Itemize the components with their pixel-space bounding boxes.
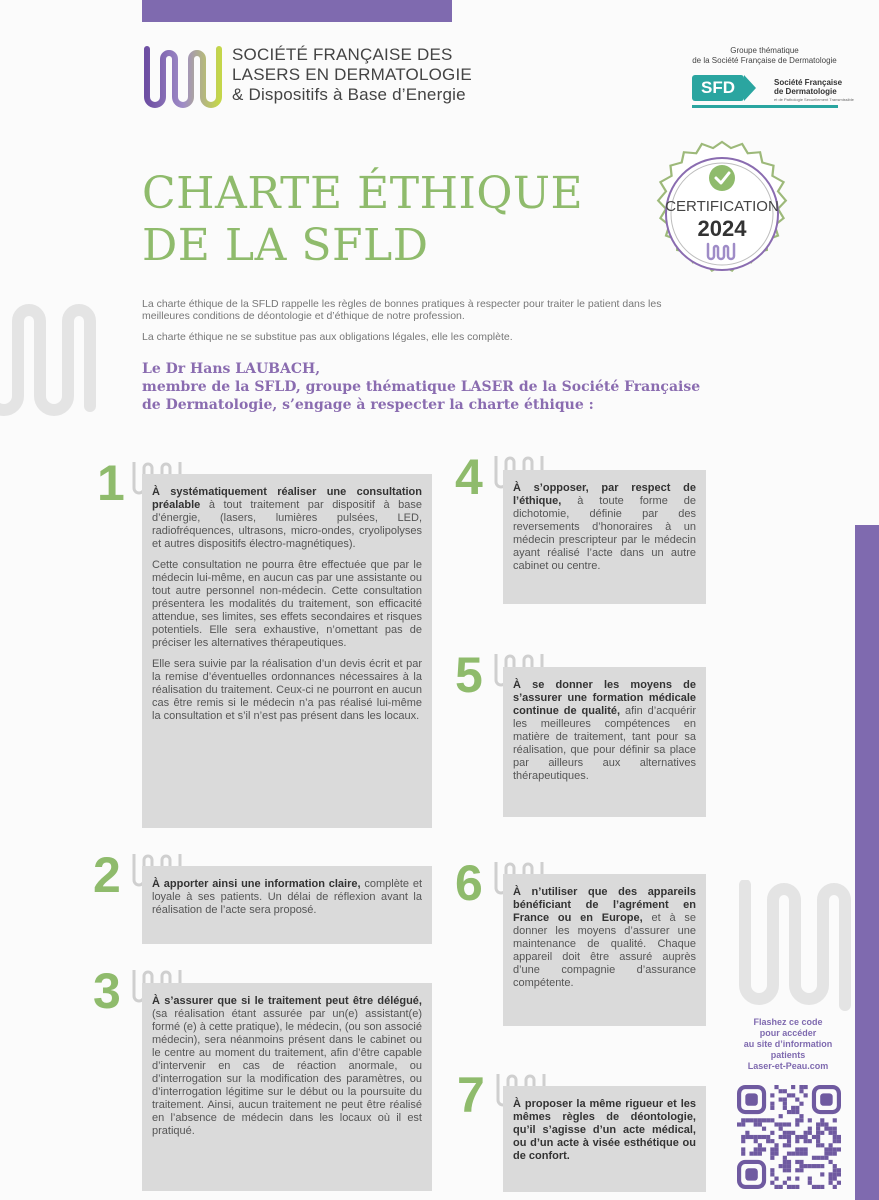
decorative-wave-left-icon [0,296,110,421]
sfd-caption-line1: Groupe thématique [730,46,799,55]
sfd-logo-underline [692,105,838,108]
rule-7-bold: À proposer la même rigueur et les mêmes règles de déontologie, qu’il s’agisse d’un acte médical, ou d’un acte à visée esthétique ou de confort. [513,1098,696,1162]
page-title-line2: DE LA SFLD [142,220,429,271]
rule-4-text: à toute forme de dichotomie, définie par des reversements d’honoraires à un médecin prescripteur par le médecin ayant réalisé l’acte dans un autre cabinet ou centre. [513,495,696,572]
rule-box-3 [142,983,432,1191]
decorative-wave-right-icon [735,880,853,1015]
intro-paragraph-1: La charte éthique de la SFLD rappelle les règles de bonnes pratiques à respecter pour traiter le patient dans les meilleures conditions de déontologie et d’éthique de notre profession. [142,298,662,322]
rule-number-5: 5 [455,647,483,703]
org-name-line3: & Dispositifs à Base d’Energie [232,85,466,104]
rule-2-bold: À apporter ainsi une information claire, [152,878,361,890]
org-name-line1: SOCIÉTÉ FRANÇAISE DES [232,45,453,64]
certification-label: CERTIFICATION [665,198,779,215]
rule-1-paragraph-2: Cette consultation ne pourra être effectuée que par le médecin lui-même, en aucun cas par une assistante ou tout autre personnel non-médecin. Cette consultation présentera les modalités du traitement, son efficacité attendue, ses limites, ses effets secondaires et risques potentiels. Elle sera exhaustive, n’omettant pas de préciser les alternatives thérapeutiques. [152,559,422,649]
rule-3-text: (sa réalisation étant assurée par un(e) assistant(e) formé (e) à cette pratique), le médecin, (ou son associé médecin), sera néanmoins présent dans le cabinet ou le centre au moment du traitement, afin d’être capable d’intervenir en cas de réaction anormale, ou d’interrogation sur la modification des paramètres, ou d’interrogation légitime sur le début ou la poursuite du traitement. Ainsi, aucun traitement ne peut être réalisé en l’absence de médecin dans les locaux où il est pratiqué. [152,1008,422,1137]
rule-number-6: 6 [455,855,483,911]
rule-number-2: 2 [93,847,121,903]
rule-1-paragraph-3: Elle sera suivie par la réalisation d’un devis écrit et par la remise d’éventuelles ordonnances nécessaires à la réalisation du traitement. Ceux-ci ne pourront en aucun cas être remis si le médecin n’a pas réalisé lui-même la consultation et s’il n’est pas présent dans les locaux. [152,658,422,722]
pledge-line1: Le Dr Hans LAUBACH, [142,361,321,377]
pledge-line2: membre de la SFLD, groupe thématique LASER de la Société Française [142,379,701,395]
certification-year: 2024 [697,216,747,241]
sfd-logo-sub: et de Pathologie Sexuellement Transmissible [774,97,854,102]
rule-5-bold: À se donner les moyens de s’assurer une formation médicale continue de qualité, [513,679,696,717]
sfd-label-line1: Société Française [774,78,843,87]
org-name-line2: LASERS EN DERMATOLOGIE [232,65,472,84]
rule-box-1 [142,474,432,828]
qr-caption [734,1017,842,1072]
rule-box-7 [503,1086,706,1192]
rule-3-bold: À s’assurer que si le traitement peut être délégué, [152,995,422,1007]
rule-2-text: complète et loyale à ses patients. Un délai de réflexion avant la réalisation de l’acte sera proposé. [152,878,423,916]
rule-4-bold: À s’opposer, par respect de l’éthique, [513,482,696,507]
sfd-label-line2: de Dermatologie [774,87,837,96]
intro-text [142,298,712,352]
rule-box-5 [503,667,706,817]
qr-caption-line2: pour accéder [759,1028,817,1038]
rule-number-4: 4 [455,449,483,505]
sfd-logo-arrow-icon [744,75,756,101]
rule-box-4 [503,470,706,604]
rule-number-3: 3 [93,963,121,1019]
pledge-line3: de Dermatologie, s’engage à respecter la charte éthique : [142,397,594,413]
sfd-caption-line2: de la Société Française de Dermatologie [692,56,837,65]
rule-6-text: et à se donner les moyens d’assurer une maintenance de qualité. Chaque appareil doit être assuré auprès d’une compagnie d’assurance compétente. [513,912,697,989]
top-accent-bar [142,0,452,22]
sfld-logo-icon [142,45,224,111]
organization-name [232,45,472,105]
rule-6-bold: À n’utiliser que des appareils bénéficiant de l’agrément en France ou en Europe, [513,886,696,924]
rule-1-text: à tout traitement par dispositif à base d’énergie, (lasers, lumières pulsées, LED, radiofréquences, ultrasons, micro-ondes, cryolipolyses et autres dispositifs électro-magnétiques). [152,499,422,550]
page-title-line1: CHARTE ÉTHIQUE [142,168,584,219]
pledge-statement [142,360,702,414]
rule-box-6 [503,874,706,1026]
rule-number-7: 7 [457,1067,485,1123]
intro-paragraph-2: La charte éthique ne se substitue pas aux obligations légales, elle les complète. [142,331,513,343]
qr-code-icon[interactable] [737,1085,841,1189]
rule-number-1: 1 [97,455,125,511]
sfd-logo-badge: SFD [692,75,744,101]
sfd-caption [672,46,857,66]
page-title [142,168,583,272]
qr-caption-line4: patients [770,1050,806,1060]
certification-seal [640,140,804,288]
rule-box-2 [142,866,432,944]
sfd-logo-label [774,78,842,96]
rule-5-text: afin d’acquérir les meilleures compétences en matière de traitement, tant pour sa réalisation, que pour définir sa place par ailleurs aux alternatives thérapeutiques. [513,705,696,782]
qr-caption-line1: Flashez ce code [753,1017,823,1027]
qr-caption-line3: au site d’information [743,1039,833,1049]
qr-caption-line5: Laser-et-Peau.com [747,1061,829,1071]
rule-1-bold: À systématiquement réaliser une consultation préalable [152,486,422,511]
side-accent-bar [855,525,879,1200]
